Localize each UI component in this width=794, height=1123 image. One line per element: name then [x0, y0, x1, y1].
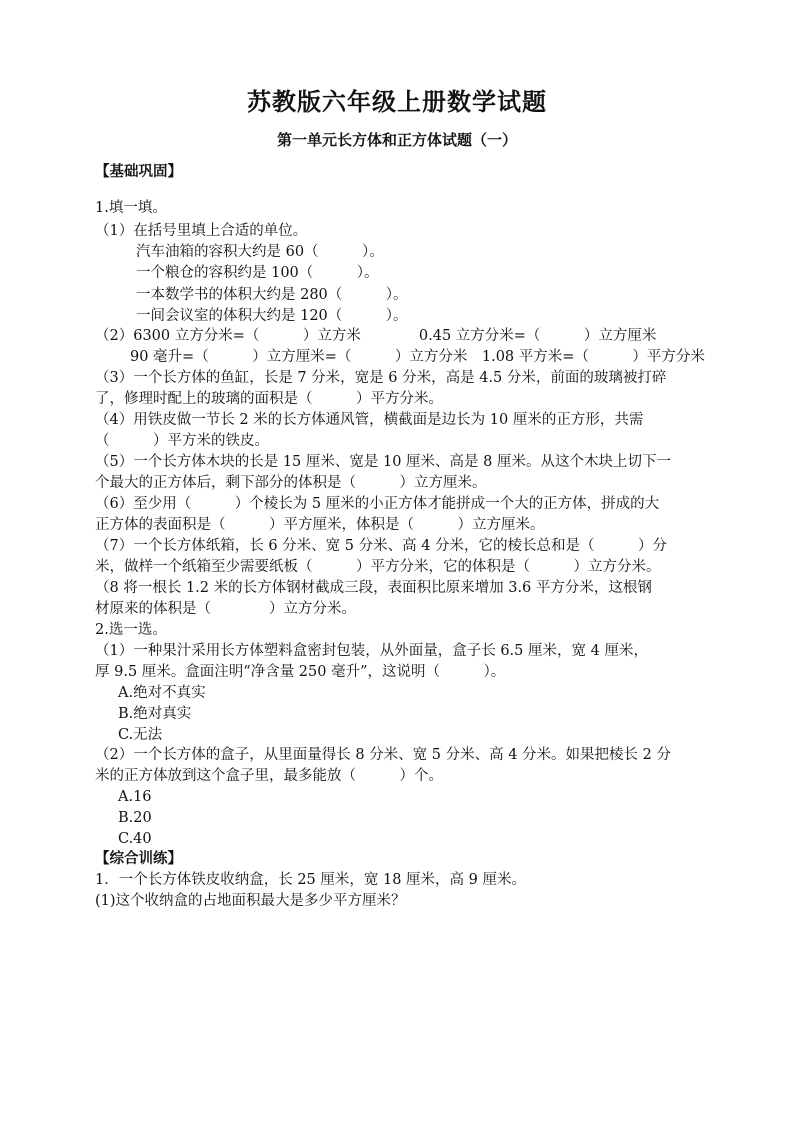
question-2-title: 2.选一选。	[95, 622, 167, 638]
question-2-2-line-1: （2）一个长方体的盒子，从里面量得长 8 分米、宽 5 分米、高 4 分米。如果把棱长 2 分	[95, 747, 671, 763]
question-2-2-option-c: C.40	[118, 831, 152, 847]
question-1-5-line-2: 个最大的正方体后，剩下部分的体积是（ ）立方厘米。	[95, 475, 487, 491]
question-1-6-line-1: （6）至少用（ ）个棱长为 5 厘米的小正方体才能拼成一个大的正方体，拼成的大	[95, 496, 660, 512]
question-1-3-line-1: （3）一个长方体的鱼缸，长是 7 分米，宽是 6 分米，高是 4.5 分米，前面的玻璃被打碎	[95, 370, 667, 386]
question-2-1-option-c: C.无法	[118, 727, 163, 743]
question-1-2-line-1: （2）6300 立方分米=（ ）立方米 0.45 立方分米=（ ）立方厘米	[95, 328, 657, 344]
question-2-2-line-2: 米的正方体放到这个盒子里，最多能放（ ）个。	[95, 768, 443, 784]
question-2-2-option-b: B.20	[118, 810, 152, 826]
question-1-8-line-1: （8 将一根长 1.2 米的长方体钢材截成三段，表面积比原来增加 3.6 平方分米，这根钢	[95, 580, 652, 596]
question-1-title: 1.填一填。	[95, 200, 167, 216]
question-1-1-intro: （1）在括号里填上合适的单位。	[95, 223, 308, 239]
comprehensive-question-1: 1．一个长方体铁皮收纳盒，长 25 厘米，宽 18 厘米，高 9 厘米。	[95, 872, 527, 888]
section-heading-basics: 【基础巩固】	[95, 163, 182, 180]
question-2-1-line-2: 厚 9.5 厘米。盒面注明“净含量 250 毫升”，这说明（ ）。	[95, 664, 506, 680]
question-1-8-line-2: 材原来的体积是（ ）立方分米。	[95, 601, 356, 617]
question-1-4-line-1: （4）用铁皮做一节长 2 米的长方体通风管，横截面是边长为 10 厘米的正方形，共需	[95, 412, 644, 428]
question-1-1-item-a: 汽车油箱的容积大约是 60（ ）。	[136, 244, 384, 260]
question-2-1-option-b: B.绝对真实	[118, 706, 192, 722]
question-2-1-option-a: A.绝对不真实	[118, 685, 206, 701]
question-1-7-line-2: 米，做样一个纸箱至少需要纸板（ ）平方分米，它的体积是（ ）立方分米。	[95, 559, 661, 575]
question-2-1-line-1: （1）一种果汁采用长方体塑料盒密封包装，从外面量，盒子长 6.5 厘米，宽 4 厘米，	[95, 643, 648, 659]
question-2-2-option-a: A.16	[118, 789, 152, 805]
page-title: 苏教版六年级上册数学试题	[247, 87, 547, 116]
question-1-1-item-d: 一间会议室的体积大约是 120（ ）。	[136, 308, 408, 324]
question-1-1-item-b: 一个粮仓的容积约是 100（ ）。	[136, 265, 379, 281]
question-1-2-line-2: 90 毫升=（ ）立方厘米=（ ）立方分米 1.08 平方米=（ ）平方分米	[130, 349, 705, 365]
question-1-3-line-2: 了，修理时配上的玻璃的面积是（ ）平方分米。	[95, 391, 443, 407]
question-1-7-line-1: （7）一个长方体纸箱，长 6 分米、宽 5 分米、高 4 分米，它的棱长总和是（ ）分	[95, 538, 668, 554]
section-heading-comprehensive: 【综合训练】	[95, 850, 182, 867]
comprehensive-question-1-part-1: (1)这个收纳盒的占地面积最大是多少平方厘米？	[95, 893, 406, 909]
page-subtitle: 第一单元长方体和正方体试题（一）	[276, 131, 517, 149]
question-1-5-line-1: （5）一个长方体木块的长是 15 厘米、宽是 10 厘米、高是 8 厘米。从这个木块上切下一	[95, 454, 672, 470]
question-1-4-line-2: （ ）平方米的铁皮。	[95, 433, 269, 449]
question-1-1-item-c: 一本数学书的体积大约是 280（ ）。	[136, 287, 408, 303]
question-1-6-line-2: 正方体的表面积是（ ）平方厘米，体积是（ ）立方厘米。	[95, 517, 545, 533]
